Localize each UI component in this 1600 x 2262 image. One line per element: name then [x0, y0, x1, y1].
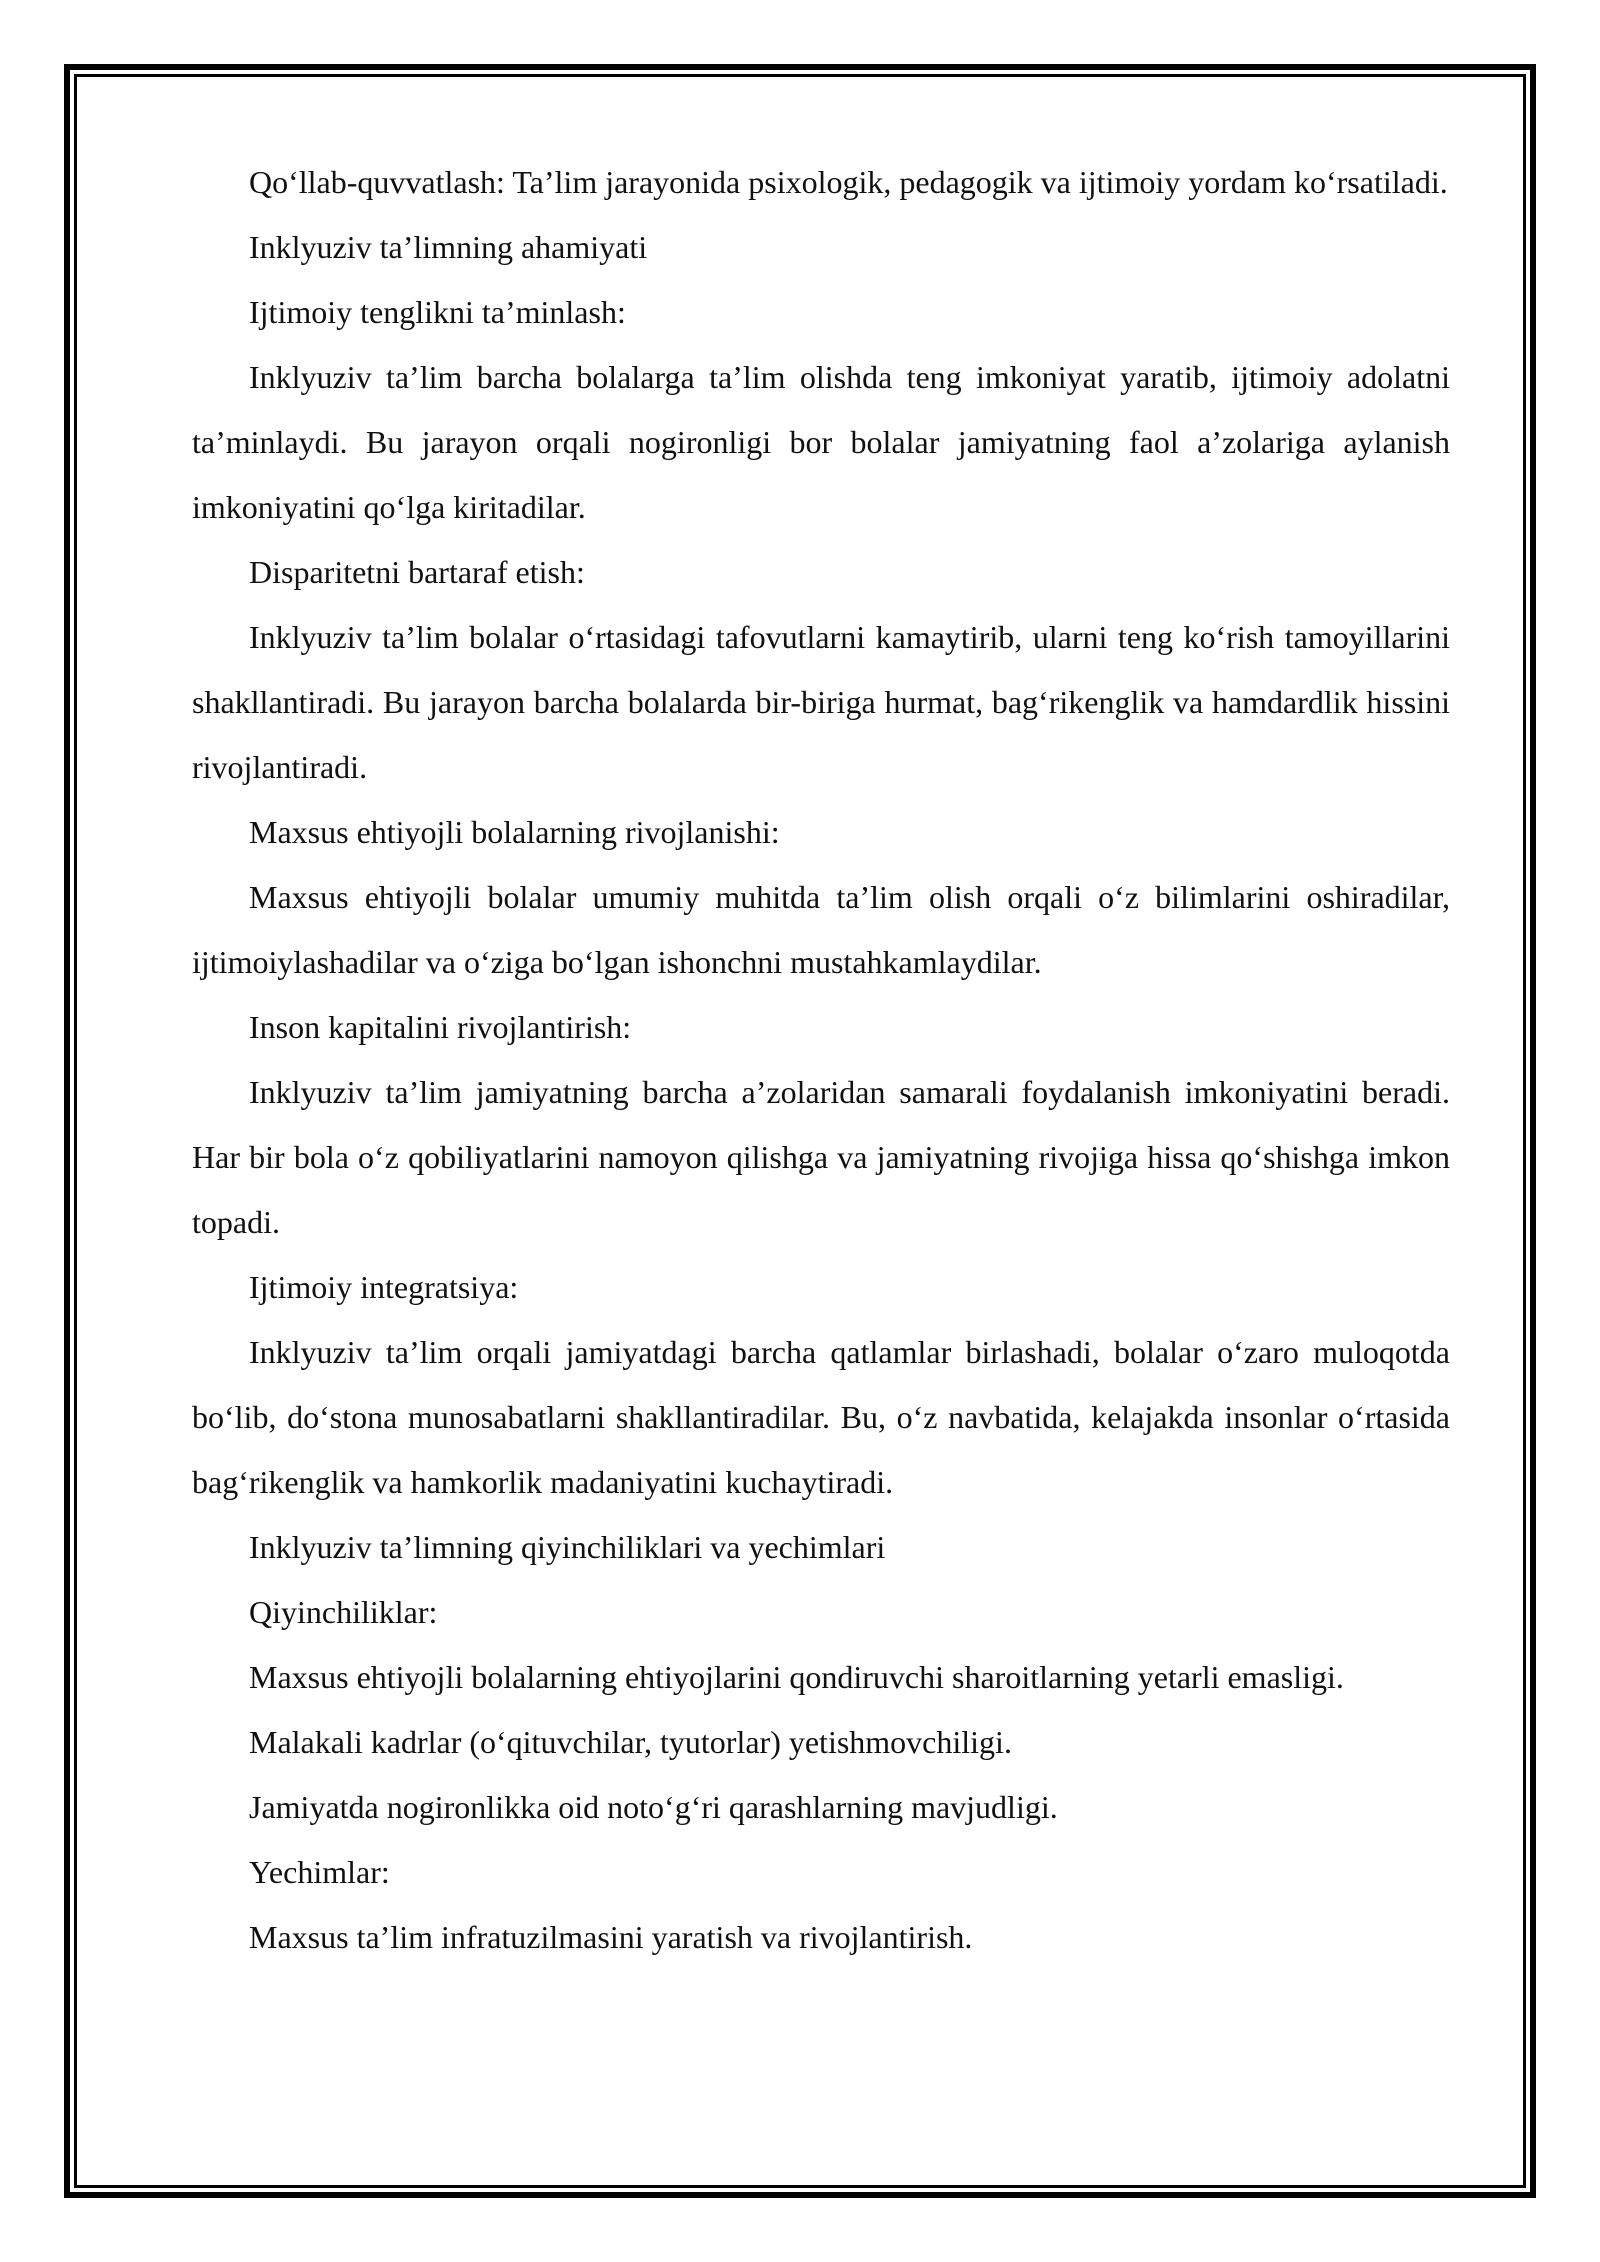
- paragraph-challenge-conditions: Maxsus ehtiyojli bolalarning ehtiyojlarini qondiruvchi sharoitlarning yetarli emasligi.: [249, 1659, 1344, 1695]
- paragraph-special-needs: Maxsus ehtiyojli bolalar umumiy muhitda ta’lim olish orqali o‘z bilimlarini oshiradilar, ijtimoiylashadilar va o‘ziga bo‘lgan ishonchni mustahkamlaydilar.: [192, 879, 1450, 980]
- heading-importance: Inklyuziv ta’limning ahamiyati: [249, 229, 648, 265]
- subheading-integration: Ijtimoiy integratsiya:: [249, 1269, 519, 1305]
- paragraph-challenge-staff: Malakali kadrlar (o‘qituvchilar, tyutorlar) yetishmovchiligi.: [249, 1724, 1012, 1760]
- subheading-solutions: Yechimlar:: [249, 1854, 390, 1890]
- document-body: [192, 150, 1450, 1970]
- subheading-human-capital: Inson kapitalini rivojlantirish:: [249, 1009, 632, 1045]
- subheading-disparity: Disparitetni bartaraf etish:: [249, 554, 585, 590]
- paragraph-social-equality: Inklyuziv ta’lim barcha bolalarga ta’lim olishda teng imkoniyat yaratib, ijtimoiy adolatni ta’minlaydi. Bu jarayon orqali nogironligi bor bolalar jamiyatning faol a’zolariga aylanish imkoniyatini qo‘lga kiritadilar.: [192, 359, 1450, 525]
- paragraph-disparity: Inklyuziv ta’lim bolalar o‘rtasidagi tafovutlarni kamaytirib, ularni teng ko‘rish tamoyillarini shakllantiradi. Bu jarayon barcha bolalarda bir-biriga hurmat, bag‘rikenglik va hamdardlik hissini rivojlantiradi.: [192, 619, 1450, 785]
- heading-challenges-solutions: Inklyuziv ta’limning qiyinchiliklari va yechimlari: [249, 1529, 886, 1565]
- paragraph-support: Qo‘llab-quvvatlash: Ta’lim jarayonida psixologik, pedagogik va ijtimoiy yordam ko‘rsatiladi.: [249, 164, 1448, 200]
- paragraph-human-capital: Inklyuziv ta’lim jamiyatning barcha a’zolaridan samarali foydalanish imkoniyatini beradi. Har bir bola o‘z qobiliyatlarini namoyon qilishga va jamiyatning rivojiga hissa qo‘shishga imkon topadi.: [192, 1074, 1450, 1240]
- paragraph-solution-infrastructure: Maxsus ta’lim infratuzilmasini yaratish va rivojlantirish.: [249, 1919, 973, 1955]
- paragraph-integration: Inklyuziv ta’lim orqali jamiyatdagi barcha qatlamlar birlashadi, bolalar o‘zaro muloqotda bo‘lib, do‘stona munosabatlarni shakllantiradilar. Bu, o‘z navbatida, kelajakda insonlar o‘rtasida bag‘rikenglik va hamkorlik madaniyatini kuchaytiradi.: [192, 1334, 1450, 1500]
- subheading-social-equality: Ijtimoiy tenglikni ta’minlash:: [249, 294, 626, 330]
- subheading-challenges: Qiyinchiliklar:: [249, 1594, 438, 1630]
- subheading-special-needs: Maxsus ehtiyojli bolalarning rivojlanishi:: [249, 814, 780, 850]
- paragraph-challenge-attitudes: Jamiyatda nogironlikka oid noto‘g‘ri qarashlarning mavjudligi.: [249, 1789, 1058, 1825]
